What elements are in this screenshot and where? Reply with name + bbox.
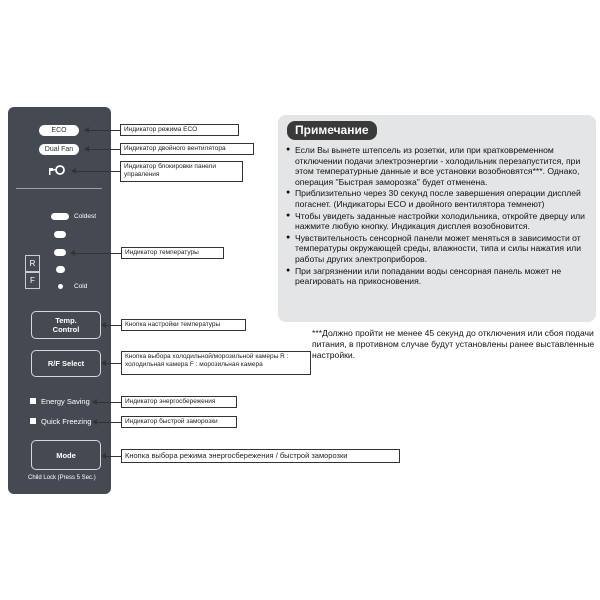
note-box [278,115,596,322]
rf-button-callout-arrow [101,360,106,366]
panel-divider [16,188,102,189]
note-item: ● Приблизительно через 30 секунд после завершения операции дисплей погаснет. (Индикаторы ECO и двойного вентилятора темнеют) [286,188,590,209]
energy-callout-line [95,402,121,403]
energy-callout-arrow [92,399,97,405]
temp-level-1 [51,213,69,220]
footnote: ***Должно пройти не менее 45 секунд до отключения или сбоя подачи питания, в противном случае будут установлены ранее выставленные настройки. [312,328,595,360]
lock-callout-arrow [71,168,76,174]
energy-saving-label: Energy Saving [41,397,90,406]
quick-callout-arrow [92,419,97,425]
f-indicator: F [25,272,40,289]
dual-fan-callout: Индикатор двойного вентилятора [120,143,254,155]
eco-callout: Индикатор режима ECO [120,124,239,136]
child-lock-label: Child Lock (Press 5 Sec.) [28,475,96,481]
dual-fan-callout-line [87,149,120,150]
rf-button-callout-line [104,363,121,364]
temp-control-button[interactable] [31,311,101,339]
quick-callout: Индикатор быстрой заморозки [121,416,237,428]
r-indicator: R [25,255,40,272]
temp-level-5 [58,284,63,289]
eco-indicator: ECO [39,125,79,136]
rf-select-button[interactable]: R/F Select [31,350,101,377]
mode-callout-line [104,456,121,457]
mode-callout: Кнопка выбора режима энергосбережения / быстрой заморозки [121,449,400,463]
note-list [286,145,590,288]
rf-button-callout: Кнопка выбора холодильной/морозильной камеры R : холодильная камера F : морозильная камера [121,351,311,375]
temperature-callout: Индикатор температуры [121,247,224,259]
cold-label: Cold [74,283,88,290]
temp-button-callout: Кнопка настройки температуры [121,319,246,331]
dual-fan-callout-arrow [84,146,89,152]
quick-freezing-indicator [30,418,36,424]
temp-button-callout-arrow [101,322,106,328]
eco-callout-arrow [84,127,89,133]
temperature-callout-line [73,253,121,254]
mode-callout-arrow [101,453,106,459]
note-item: ● Чтобы увидеть заданные настройки холодильника, откройте дверцу или нажмите любую кнопку. Индикация дисплея возобновится. [286,211,590,232]
energy-callout: Индикатор энергосбережения [121,396,237,408]
temperature-callout-arrow [70,250,75,256]
temp-level-2 [54,231,66,238]
energy-saving-indicator [30,398,36,404]
lock-icon [49,165,69,177]
mode-button[interactable]: Mode [31,440,101,470]
quick-freezing-label: Quick Freezing [41,417,92,426]
temp-level-3 [54,249,66,256]
coldest-label: Coldest [74,213,97,220]
note-item: ● При загрязнении или попадании воды сенсорная панель может не реагировать на прикосновения. [286,266,590,287]
note-item: ● Чувствительность сенсорной панели может меняться в зависимости от температуры окружающей среды, влажности, типа и силы нажатия или работы других электроприборов. [286,233,590,265]
dual-fan-indicator: Dual Fan [39,144,79,155]
note-title: Примечание [287,121,377,140]
quick-callout-line [95,422,121,423]
temp-level-4 [56,266,65,273]
temp-control-label: Temp. Control [52,316,80,334]
lock-callout: Индикатор блокировки панели управления [120,161,243,182]
eco-callout-line [87,130,120,131]
temp-button-callout-line [104,325,121,326]
lock-callout-line [74,171,120,172]
note-item: ● Если Вы вынете штепсель из розетки, или при кратковременном отключении подачи электроэнергии - холодильник перезапустится, при этом температурные данные и все установки возобновятся***. Однако, операция "Быстрая заморозка" будет отменена. [286,145,590,187]
